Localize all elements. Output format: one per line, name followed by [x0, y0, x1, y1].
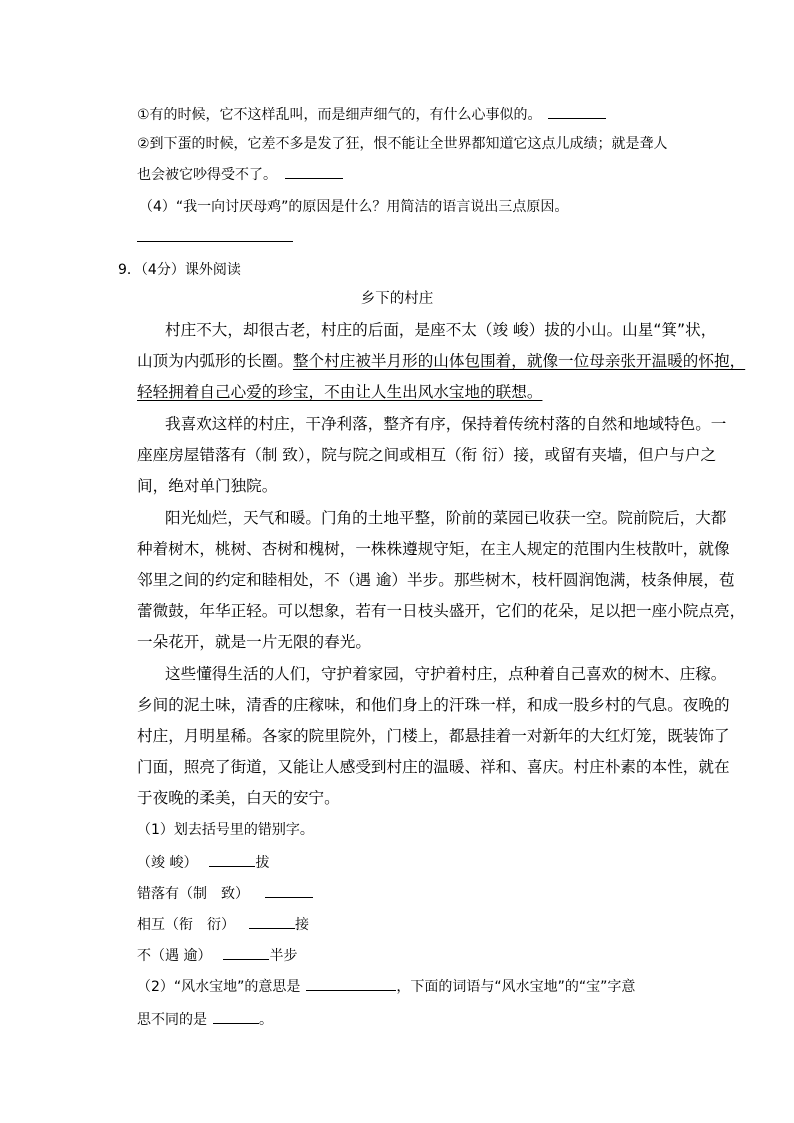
p1-line-3-underlined: 轻轻拥着自己心爱的珍宝，不由让人生出风水宝地的联想。: [137, 383, 543, 401]
sub2-suffix: ，下面的词语与“风水宝地”的“宝”字意: [396, 979, 636, 995]
p1-line-1: 村庄不大，却很古老，村庄的后面，是座不太（竣 峻）拔的小山。山星“箕”状，: [165, 321, 717, 339]
typo-row-2: [137, 883, 313, 904]
answer-blank[interactable]: [213, 1009, 259, 1024]
typo-row-3: [137, 914, 309, 935]
answer-blank[interactable]: [137, 241, 293, 242]
typo-row-2-prefix: 错落有（制 致）: [137, 886, 249, 902]
p4-line-5: 于夜晚的柔美，白天的安宁。: [137, 789, 340, 807]
q9-header: 9．（4分）课外阅读: [118, 262, 241, 278]
p3-line-1: 阳光灿烂，天气和暖。门角的土地平整，阶前的菜园已收获一空。院前院后，大都: [165, 509, 727, 527]
q8-subquestion-4: （4）“我一向讨厌母鸡”的原因是什么？用简洁的语言说出三点原因。: [139, 199, 569, 215]
p3-line-4: 蕾微鼓，年华正轻。可以想象，若有一日枝头盛开，它们的花朵，足以把一座小院点亮，: [137, 602, 746, 620]
p1-line-2-text: 山顶为内弧形的长圈。: [137, 352, 293, 370]
answer-blank[interactable]: [209, 852, 255, 867]
typo-row-1: [137, 852, 269, 873]
p4-line-3: 村庄，月明星稀。各家的院里院外，门楼上，都悬挂着一对新年的大红灯笼，既装饰了: [137, 727, 730, 745]
p3-line-3: 邻里之间的约定和睦相处，不（遇 逾）半步。那些树木，枝杆圆润饱满，枝条伸展，苞: [137, 571, 735, 589]
sub2-line2-prefix: 思不同的是: [137, 1012, 207, 1028]
p3-line-2: 种着树木，桃树、杏树和槐树，一株株遵规守矩，在主人规定的范围内生枝散叶，就像: [137, 540, 730, 558]
typo-row-4-prefix: 不（遇 逾）: [137, 948, 212, 964]
q8-item-2-line-1: ②到下蛋的时候，它差不多是发了狂，恨不能让全世界都知道它这点儿成绩；就是聋人: [137, 136, 668, 152]
q8-item-1-text: ①有的时候，它不这样乱叫，而是细声细气的，有什么心事似的。: [137, 107, 542, 123]
typo-row-1-suffix: 拔: [255, 855, 270, 871]
answer-blank[interactable]: [285, 164, 343, 179]
answer-blank[interactable]: [223, 945, 269, 960]
underlined-sentence: 整个村庄被半月形的山体包围着，就像一位母亲张开温暖的怀抱，: [292, 352, 746, 370]
p2-line-2: 座座房屋错落有（制 致），院与院之间或相互（衔 衍）接，或留有夹墙，但户与户之: [137, 446, 717, 464]
q8-item-2-text: 也会被它吵得受不了。: [137, 167, 277, 183]
p4-line-2: 乡间的泥土味，清香的庄稼味，和他们身上的汗珠一样，和成一股乡村的气息。夜晚的: [137, 696, 730, 714]
q8-item-1: [137, 104, 606, 125]
typo-row-1-prefix: （竣 峻）: [137, 855, 198, 871]
passage-title: 乡下的村庄: [360, 291, 434, 307]
p3-line-5: 一朵花开，就是一片无限的春光。: [137, 633, 371, 651]
answer-blank[interactable]: [548, 104, 606, 119]
answer-blank[interactable]: [265, 883, 313, 898]
p2-line-3: 间，绝对单门独院。: [137, 477, 278, 495]
p2-line-1: 我喜欢这样的村庄，干净利落，整齐有序，保持着传统村落的自然和地域特色。一: [165, 415, 727, 433]
p4-line-1: 这些懂得生活的人们，守护着家园，守护着村庄，点种着自己喜欢的树木、庄稼。: [165, 665, 727, 683]
typo-row-4-suffix: 半步: [269, 948, 298, 964]
p1-line-2: [137, 350, 745, 372]
q9-subquestion-2-line-2: [137, 1009, 273, 1030]
q8-item-2-line-2: [137, 164, 343, 185]
typo-row-3-prefix: 相互（衔 衍）: [137, 917, 235, 933]
sub2-line2-suffix: 。: [259, 1012, 273, 1028]
sub2-prefix: （2）“风水宝地”的意思是: [137, 979, 301, 995]
typo-row-3-suffix: 接: [295, 917, 309, 933]
q9-subquestion-2-line-1: [137, 976, 635, 997]
answer-blank[interactable]: [306, 976, 396, 991]
answer-blank[interactable]: [249, 914, 295, 929]
typo-row-4: [137, 945, 297, 966]
q9-subquestion-1: （1）划去括号里的错别字。: [137, 822, 314, 838]
p4-line-4: 门面，照亮了街道，又能让人感受到村庄的温暖、祥和、喜庆。村庄朴素的本性，就在: [137, 758, 730, 776]
